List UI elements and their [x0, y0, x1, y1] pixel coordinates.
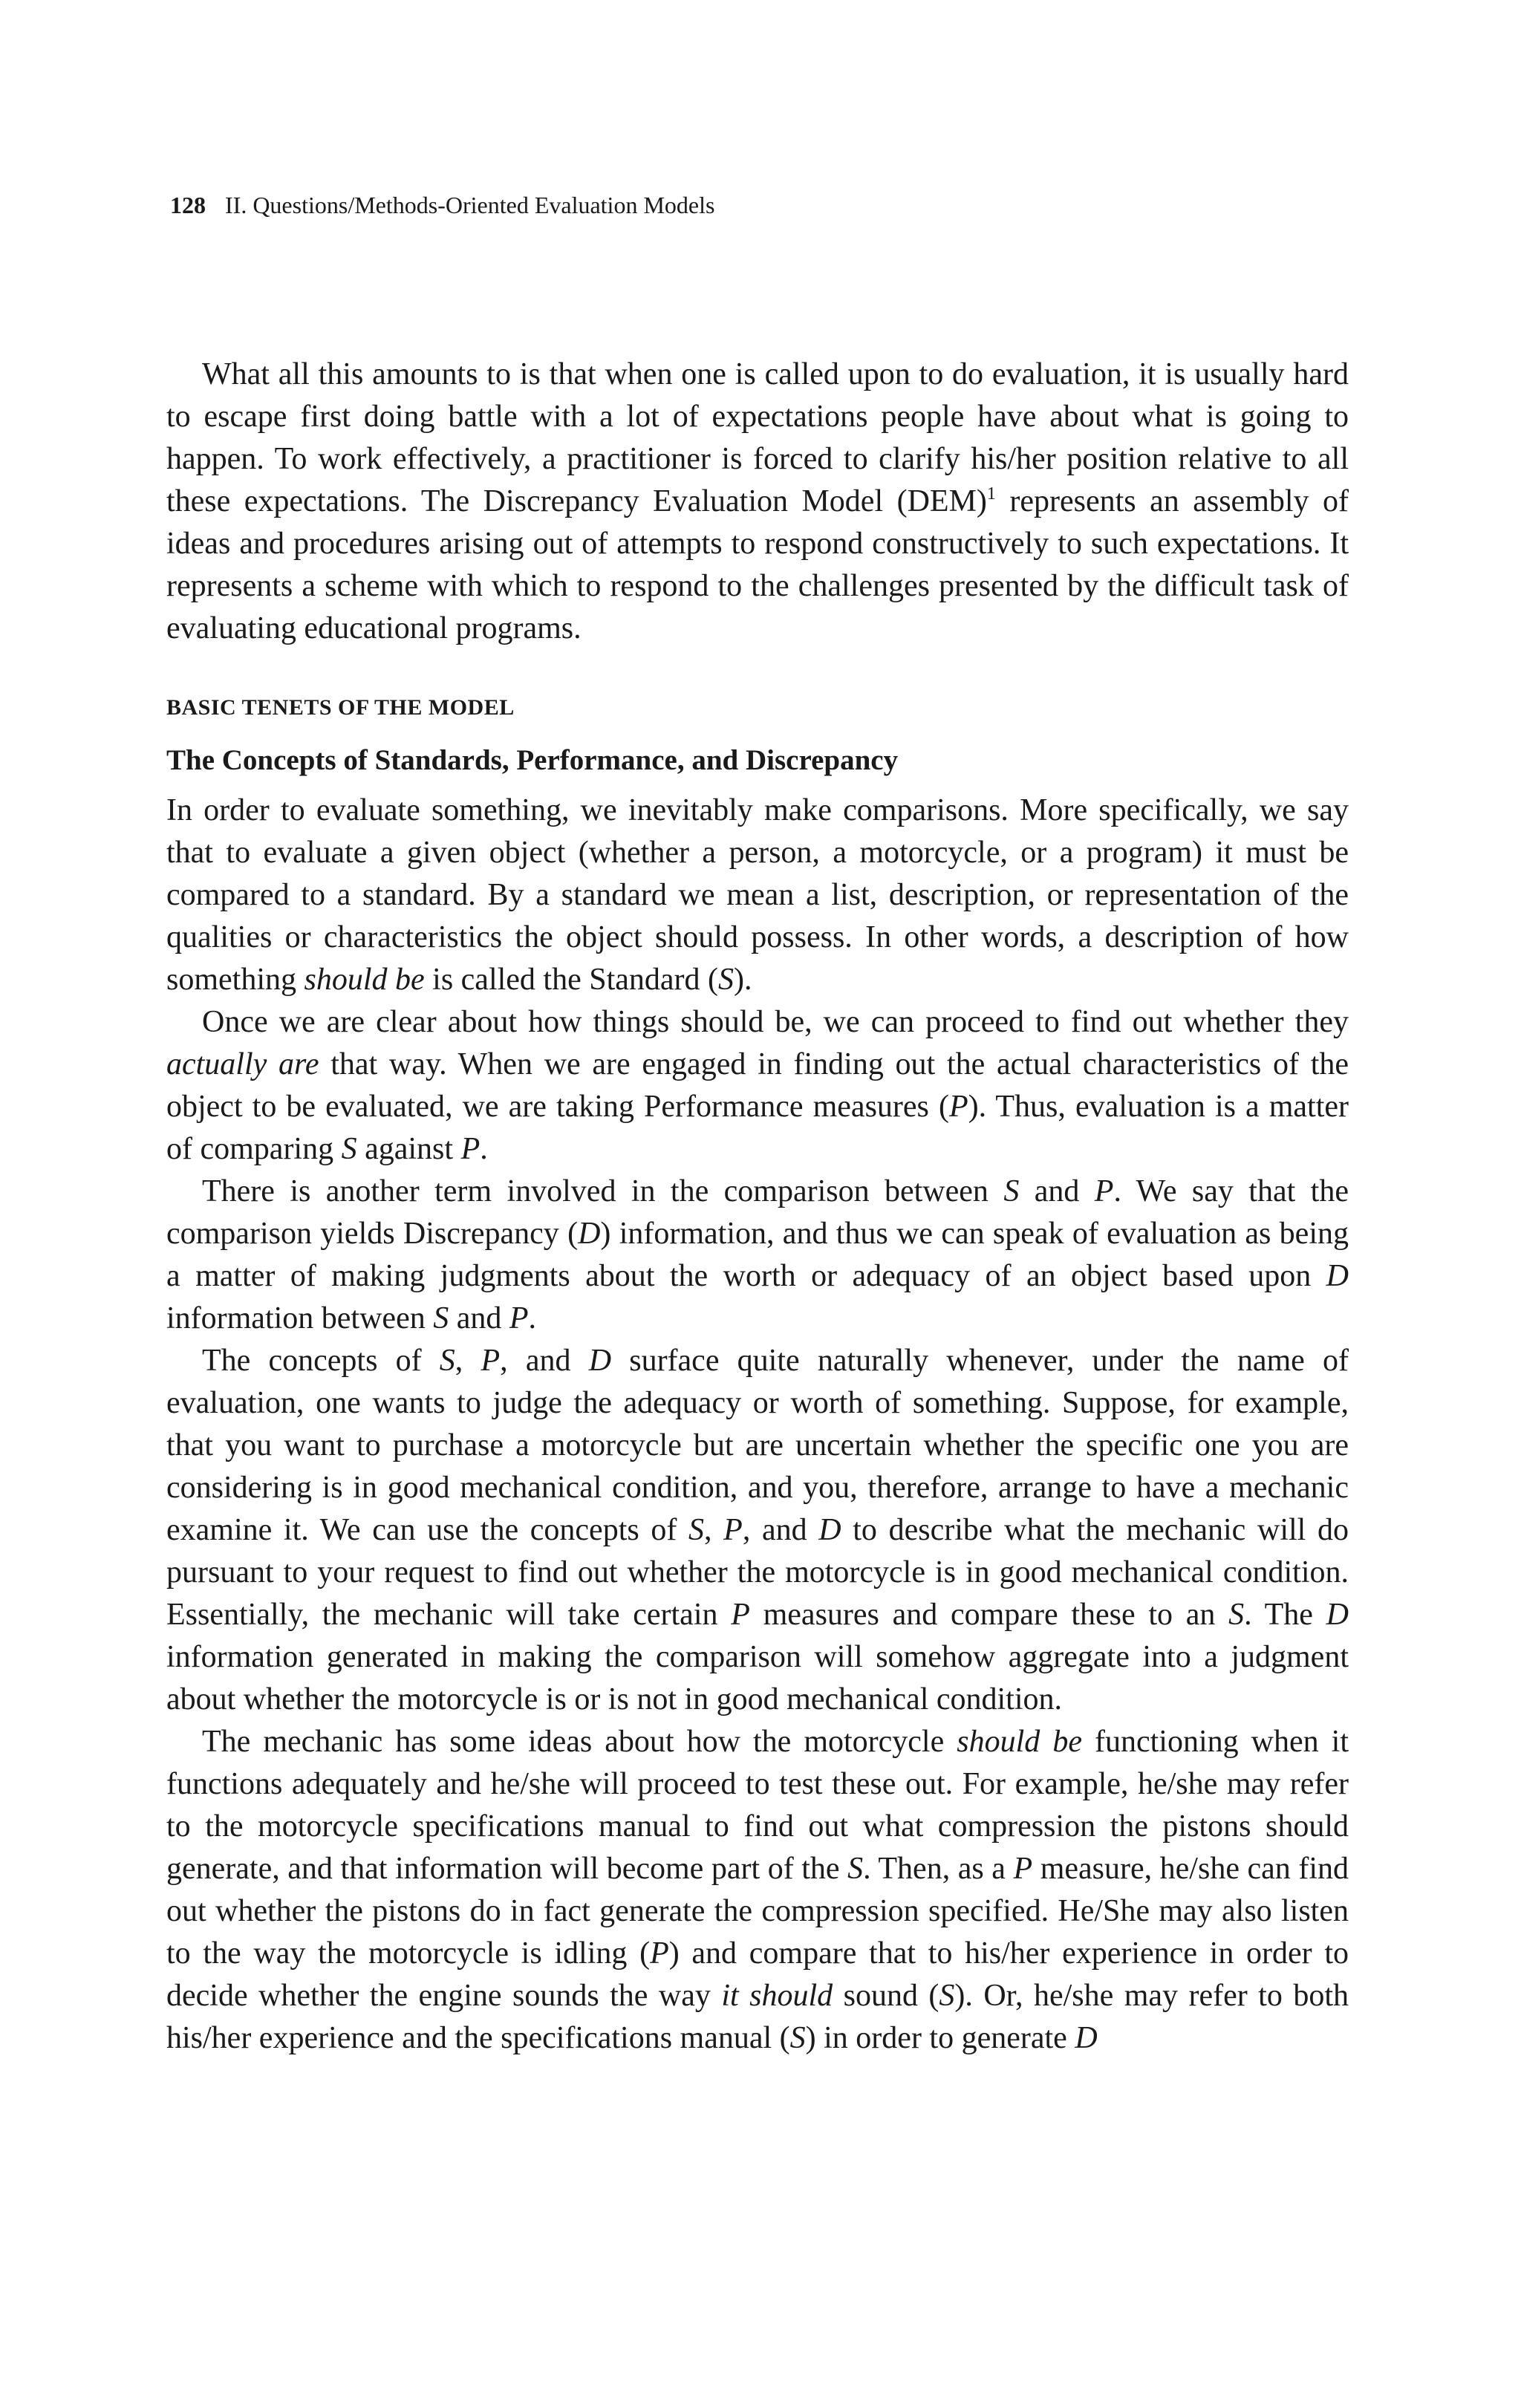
paragraph-discrepancy: There is another term involved in the comparison between S and P. We say that the comparison yields Discrepancy (D) information, and thus we can speak of evaluation as being a matter of making judgments about the worth or adequacy of an object based upon D information between S and P. [166, 1174, 1349, 1335]
page-content [166, 354, 1349, 2060]
running-header [170, 192, 714, 219]
running-title: II. Questions/Methods-Oriented Evaluation Models [225, 192, 715, 218]
subsection-heading: The Concepts of Standards, Performance, and Discrepancy [166, 744, 899, 776]
paragraph-performance: Once we are clear about how things should be, we can proceed to find out whether they actually are that way. When we are engaged in finding out the actual characteristics of the object to be evaluated, we are taking Performance measures (P). Thus, evaluation is a matter of comparing S against P. [166, 1005, 1349, 1166]
paragraph-standards: In order to evaluate something, we inevitably make comparisons. More specifically, we say that to evaluate a given object (whether a person, a motorcycle, or a program) it must be compared to a standard. By a standard we mean a list, description, or representation of the qualities or characteristics the object should possess. In other words, a description of how something should be is called the Standard (S). [166, 793, 1349, 997]
footnote-marker[interactable]: 1 [986, 484, 996, 504]
intro-paragraph: What all this amounts to is that when one is called upon to do evaluation, it is usually hard to escape first doing battle with a lot of expectations people have about what is going to happen. To work effectively, a practitioner is forced to clarify his/her position relative to all these expectations. The Discrepancy Evaluation Model (DEM)$^1$ represents an assembly of ideas and procedures arising out of attempts to respond constructively to such expectations. It represents a scheme with which to respond to the challenges presented by the difficult task of evaluating educational programs. [166, 357, 1349, 645]
section-heading: BASIC TENETS OF THE MODEL [166, 695, 515, 720]
paragraph-mechanic: The mechanic has some ideas about how the motorcycle should be functioning when it functions adequately and he/she will proceed to test these out. For example, he/she may refer to the motorcycle specifications manual to find out what compression the pistons should generate, and that information will become part of the S. Then, as a P measure, he/she can find out whether the pistons do in fact generate the compression specified. He/She may also listen to the way the motorcycle is idling (P) and compare that to his/her experience in order to decide whether the engine sounds the way it should sound (S). Or, he/she may refer to both his/her experience and the specifications manual (S) in order to generate D [166, 1725, 1349, 2055]
paragraph-motorcycle-example: The concepts of S, P, and D surface quite naturally whenever, under the name of evaluation, one wants to judge the adequacy or worth of something. Suppose, for example, that you want to purchase a motorcycle but are uncertain whether the specific one you are considering is in good mechanical condition, and you, therefore, arrange to have a mechanic examine it. We can use the concepts of S, P, and D to describe what the mechanic will do pursuant to your request to find out whether the motorcycle is in good mechanical condition. Essentially, the mechanic will take certain P measures and compare these to an S. The D information generated in making the comparison will somehow aggregate into a judgment about whether the motorcycle is or is not in good mechanical condition. [166, 1344, 1349, 1716]
page-number: 128 [170, 192, 206, 218]
